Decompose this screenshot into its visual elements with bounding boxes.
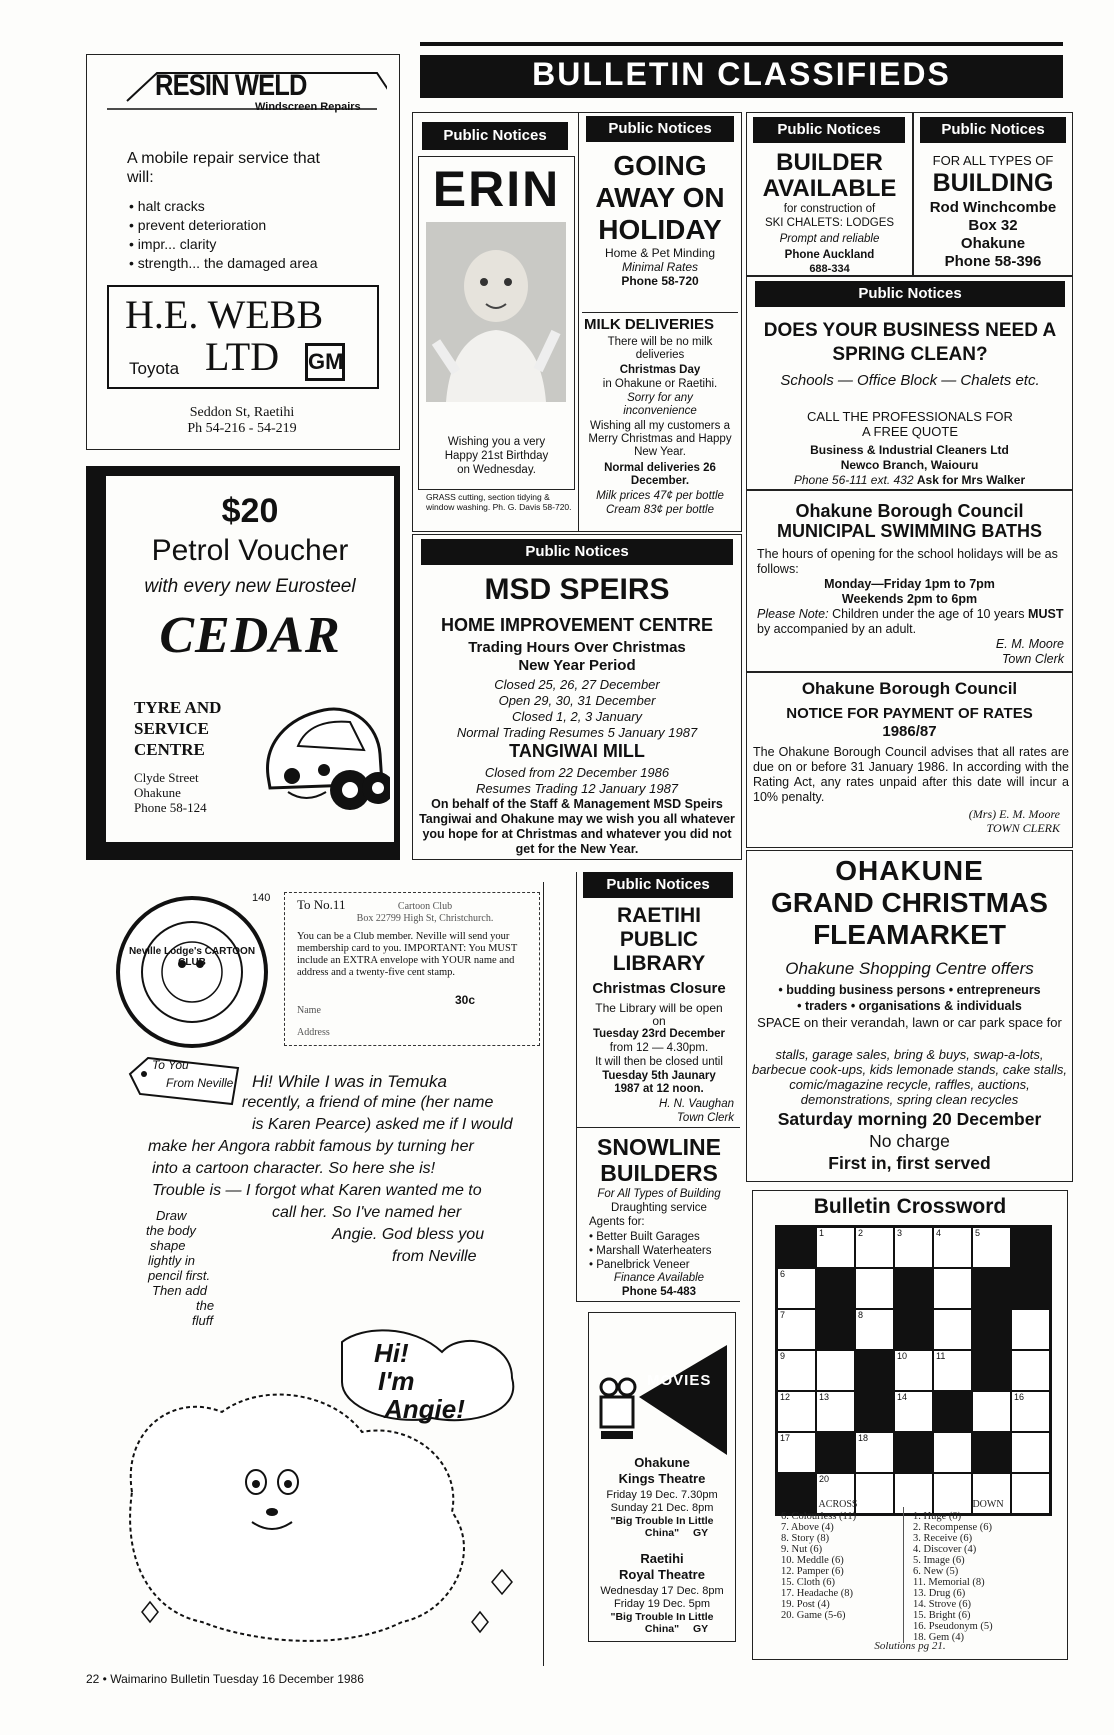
crossword-clue: 16. Pseudonym (5) (913, 1621, 993, 1632)
library-notice (576, 872, 740, 1128)
resin-intro: A mobile repair service that will: (127, 150, 320, 186)
flea-b2: • traders • organisations & individuals (797, 999, 1022, 1013)
fleamarket-notice (746, 850, 1073, 1182)
crossword-number: 14 (897, 1392, 908, 1402)
crossword-clue: 17. Headache (8) (781, 1588, 854, 1599)
crossword-cell (816, 1391, 855, 1432)
winch-l3: Box 32 (968, 217, 1018, 234)
cedar-price: $20 (221, 492, 279, 530)
tip-4: lightly in (148, 1253, 195, 1268)
erin-label: Public Notices (422, 122, 568, 150)
library-head-3: LIBRARY (612, 952, 706, 975)
baths-note-c: MUST (1028, 607, 1064, 621)
milk-l5: Wishing all my customers a Merry Christmas and Happy New Year. (588, 420, 732, 458)
crossword-cell (933, 1309, 972, 1350)
resin-list (129, 197, 318, 273)
flea-sub: Ohakune Shopping Centre offers (785, 959, 1034, 978)
crossword-number: 6 (780, 1269, 786, 1279)
gm-logo (305, 343, 345, 381)
milk-l1: There will be no milk deliveries (607, 336, 713, 361)
across-list (781, 1511, 911, 1621)
crossword-black-cell (855, 1350, 894, 1391)
movies-s1b: Sunday 21 Dec. 8pm (610, 1502, 714, 1514)
spring-l1: Schools — Office Block — Chalets etc. (780, 372, 1040, 389)
erin-msg-1: Wishing you a very (447, 436, 546, 448)
crossword-black-cell (894, 1268, 933, 1309)
snowline-l5: Phone 54-483 (621, 1286, 697, 1298)
baths-note-b: Children under the age of 10 years (832, 607, 1025, 621)
crossword-cell (1011, 1309, 1050, 1350)
crossword-cell (777, 1391, 816, 1432)
crossword-black-cell (855, 1391, 894, 1432)
movies-logo-text: MOVIES (647, 1372, 712, 1389)
milk-notice (582, 316, 738, 530)
crossword-clue: 18. Gem (4) (913, 1632, 965, 1643)
letter-line-3: is Karen Pearce) asked me if I would (252, 1116, 513, 1133)
list-item: • prevent deterioration (129, 216, 318, 235)
snowline-list (589, 1230, 712, 1272)
crossword-cell (855, 1268, 894, 1309)
library-l2: Tuesday 23rd December (592, 1028, 726, 1040)
library-l3: from 12 — 4.30pm. (609, 1042, 709, 1054)
down-label: DOWN (972, 1499, 1004, 1510)
crossword-black-cell (894, 1432, 933, 1473)
winch-head: BUILDING (932, 169, 1054, 197)
cartoon-club-logo (112, 892, 272, 1052)
crossword-clue: 2. Recompense (6) (913, 1522, 993, 1533)
crossword-title: Bulletin Crossword (813, 1195, 1007, 1218)
crossword-number: 4 (936, 1228, 942, 1238)
crossword-cell (972, 1227, 1011, 1268)
snowline-l2: Draughting service (611, 1202, 707, 1214)
crossword-clue: 15. Cloth (6) (781, 1577, 835, 1588)
speirs-t2: New Year Period (518, 657, 636, 674)
crossword-cell (894, 1227, 933, 1268)
library-label: Public Notices (583, 872, 733, 898)
list-item: • halt cracks (129, 197, 318, 216)
letter-line-6: Trouble is — I forgot what Karen wanted me to (152, 1182, 482, 1199)
baths-sig2: Town Clerk (1001, 652, 1064, 666)
speirs-t1: Trading Hours Over Christmas (468, 639, 686, 656)
crossword-black-cell (816, 1432, 855, 1473)
winchcombe-notice (913, 112, 1073, 276)
erin-msg-3: on Wednesday. (457, 464, 536, 476)
cartoon-car-image (254, 692, 390, 816)
rates-h1: Ohakune Borough Council (801, 679, 1018, 698)
list-item: • Better Built Garages (589, 1230, 712, 1244)
tag-to: To You (152, 1058, 189, 1072)
crossword-cell (894, 1391, 933, 1432)
movies-r2: GY (693, 1623, 709, 1635)
bubble-2: I'm (378, 1366, 415, 1396)
letter-line-5: into a cartoon character. So here she is! (152, 1160, 436, 1177)
webb-toyota: Toyota (129, 359, 180, 378)
list-item: • Marshall Waterheaters (589, 1244, 712, 1258)
crossword-number: 9 (780, 1351, 786, 1361)
cartoon-club-name: Neville Lodge's CARTOON CLUB (128, 946, 256, 968)
rabbit-cartoon-image (112, 1322, 542, 1662)
holiday-label: Public Notices (586, 116, 734, 142)
crossword-clue: 13. Drug (6) (913, 1588, 966, 1599)
crossword-clue: 12. Pamper (6) (781, 1566, 844, 1577)
letter-line-4: make her Angora rabbit famous by turning her (148, 1138, 474, 1155)
rates-p: The Ohakune Borough Council advises that all rates are due on or before 31 January 1986. In according with the Rating Act, any rates unpaid after this date will incur a 10% penalty. (753, 745, 1069, 804)
speirs-mill: TANGIWAI MILL (509, 741, 645, 761)
cedar-voucher: Petrol Voucher (151, 534, 349, 567)
baths-t1: Monday—Friday 1pm to 7pm (824, 577, 995, 591)
crossword-black-cell (933, 1391, 972, 1432)
crossword-number: 5 (975, 1228, 981, 1238)
crossword-cell (933, 1350, 972, 1391)
coupon-addr-2: Box 22799 High St, Christchurch. (356, 913, 494, 924)
crossword-cell (933, 1227, 972, 1268)
crossword-cell (933, 1268, 972, 1309)
webb-ltd: LTD (205, 334, 280, 379)
list-item: • strength... the damaged area (129, 254, 318, 273)
gm-logo-text: GM (308, 349, 344, 374)
builder-head-2: AVAILABLE (762, 175, 897, 202)
rates-h3: 1986/87 (882, 723, 937, 740)
spring-label: Public Notices (755, 281, 1065, 307)
crossword-number: 13 (819, 1392, 830, 1402)
coupon-to: To No.11 (297, 897, 346, 912)
cedar-brand: CEDAR (159, 607, 341, 664)
letter-line-7: call her. So I've named her (272, 1204, 462, 1221)
erin-name: ERIN (432, 161, 561, 217)
spring-l5 (747, 473, 1072, 487)
flea-b1: • budding business persons • entrepreneurs (778, 983, 1041, 997)
spring-head: DOES YOUR BUSINESS NEED A SPRING CLEAN? (763, 320, 1057, 365)
cedar-addr-1: Clyde Street (134, 770, 199, 785)
cedar-centre-2: SERVICE (134, 719, 209, 738)
tip-6: Then add (152, 1283, 207, 1298)
speirs-d2: Open 29, 30, 31 December (498, 693, 656, 708)
flea-head-2: GRAND CHRISTMAS (771, 887, 1048, 918)
crossword-black-cell (1011, 1268, 1050, 1309)
speirs-m1: Closed from 22 December 1986 (484, 765, 670, 780)
crossword-clue: 7. Above (4) (781, 1522, 834, 1533)
page-title: BULLETIN CLASSIFIEDS (532, 56, 951, 92)
resin-weld-brand: RESIN WELD (155, 69, 307, 102)
crossword-number: 16 (1014, 1392, 1025, 1402)
coupon-amount: 30c (455, 993, 476, 1007)
builder-l3: Prompt and reliable (779, 233, 880, 245)
speirs-m2: Resumes Trading 12 January 1987 (475, 781, 679, 796)
crossword (752, 1190, 1068, 1660)
tip-1: Draw (156, 1208, 187, 1223)
speirs-head: MSD SPEIRS (484, 573, 670, 606)
crossword-clue: 11. Memorial (8) (913, 1577, 985, 1588)
crossword-cell (777, 1309, 816, 1350)
cedar-with: with every new Eurosteel (144, 576, 356, 597)
crossword-cell (855, 1432, 894, 1473)
cedar-addr-3: Phone 58-124 (134, 800, 207, 815)
letter-line-9: from Neville (392, 1248, 477, 1265)
cedar-addr-2: Ohakune (134, 785, 181, 800)
builder-label: Public Notices (753, 117, 905, 143)
builder-l2: SKI CHALETS: LODGES (764, 217, 895, 229)
coupon-name: Name (297, 1005, 321, 1016)
flea-d2: No charge (869, 1131, 950, 1151)
header-rule (420, 42, 1063, 46)
crossword-cell (1011, 1432, 1050, 1473)
crossword-cell (777, 1268, 816, 1309)
milk-l3: in Ohakune or Raetihi. (602, 378, 718, 390)
letter-line-2: recently, a friend of mine (her name (242, 1094, 494, 1111)
milk-l2: Christmas Day (619, 364, 701, 376)
baths-sig1: E. M. Moore (995, 637, 1064, 651)
tip-2: the body (146, 1223, 196, 1238)
flea-l1: SPACE on their verandah, lawn or car park space for (757, 1015, 1062, 1030)
flea-head-3: FLEAMARKET (813, 919, 1006, 950)
builder-head-1: BUILDER (776, 149, 883, 176)
holiday-head-2: AWAY ON (595, 182, 725, 213)
crossword-number: 2 (858, 1228, 864, 1238)
crossword-clue: 6. Colourless (11) (781, 1511, 857, 1522)
crossword-solutions: Solutions pg 21. (874, 1640, 946, 1652)
spring-l2: CALL THE PROFESSIONALS FOR A FREE QUOTE (807, 409, 1013, 439)
holiday-phone: Phone 58-720 (621, 274, 699, 288)
tip-5: pencil first. (148, 1268, 211, 1283)
flea-d3: First in, first served (828, 1153, 991, 1173)
tip-3: shape (150, 1238, 186, 1253)
crossword-clue: 10. Meddle (6) (781, 1555, 844, 1566)
list-item: • impr... clarity (129, 235, 318, 254)
crossword-cell (1011, 1350, 1050, 1391)
speirs-sub: HOME IMPROVEMENT CENTRE (440, 615, 713, 635)
list-item: • Panelbrick Veneer (589, 1258, 712, 1272)
resin-weld-sub: Windscreen Repairs (255, 101, 361, 113)
erin-msg-2: Happy 21st Birthday (444, 450, 549, 462)
crossword-divider (903, 1507, 904, 1643)
crossword-grid (775, 1225, 1052, 1516)
builder-l1: for construction of (783, 203, 876, 215)
crossword-number: 3 (897, 1228, 903, 1238)
letter-line-1: Hi! While I was in Temuka (252, 1072, 447, 1091)
snowline-head-1: SNOWLINE (597, 1134, 721, 1160)
crossword-clue: 4. Discover (4) (913, 1544, 977, 1555)
baths-h2: MUNICIPAL SWIMMING BATHS (777, 521, 1042, 541)
crossword-black-cell (972, 1350, 1011, 1391)
bubble-3: Angie! (384, 1394, 465, 1424)
crossword-black-cell (972, 1432, 1011, 1473)
crossword-cell (777, 1432, 816, 1473)
coupon-box (284, 892, 540, 1046)
crossword-number: 1 (819, 1228, 825, 1238)
grass-notice: GRASS cutting, section tidying & window washing. Ph. G. Davis 58-720. (426, 492, 572, 512)
library-head-1: RAETIHI (617, 904, 701, 927)
milk-l7: Milk prices 47¢ per bottle (596, 490, 724, 502)
crossword-cell (816, 1227, 855, 1268)
movies-f1: "Big Trouble In Little China" (610, 1515, 714, 1539)
baths-note (757, 607, 1069, 637)
movies-t2: Raetihi (640, 1551, 684, 1566)
movies-r1: GY (693, 1527, 709, 1539)
speirs-notice (412, 534, 742, 860)
crossword-clue: 1. Huge (8) (913, 1511, 962, 1522)
page-footer: 22 • Waimarino Bulletin Tuesday 16 December 1986 (86, 1672, 364, 1686)
movies-s2b: Friday 19 Dec. 5pm (614, 1598, 710, 1610)
crossword-cell (855, 1309, 894, 1350)
spring-clean-notice (746, 276, 1073, 490)
baths-note-d: by accompanied by an adult. (757, 622, 917, 636)
down-list (913, 1511, 1063, 1643)
cedar-ad (86, 466, 400, 860)
tag-from: From Neville (166, 1076, 234, 1090)
crossword-cell (933, 1432, 972, 1473)
crossword-clue: 19. Post (4) (781, 1599, 830, 1610)
movies-f2: "Big Trouble In Little China" (610, 1611, 714, 1635)
baths-h1: Ohakune Borough Council (795, 501, 1024, 521)
cedar-centre-3: CENTRE (134, 740, 205, 759)
crossword-cell (855, 1227, 894, 1268)
speirs-d3: Closed 1, 2, 3 January (511, 709, 643, 724)
snowline-l4: Finance Available (613, 1272, 705, 1284)
crossword-clue: 6. New (5) (913, 1566, 959, 1577)
movies-s1a: Friday 19 Dec. 7.30pm (606, 1489, 718, 1501)
builder-l4: Phone Auckland (784, 249, 875, 261)
webb-address: Seddon St, Raetihi (189, 405, 295, 420)
library-sub: Christmas Closure (592, 980, 726, 997)
library-l5: Tuesday 5th Jaunary 1987 at 12 noon. (602, 1070, 716, 1095)
crossword-number: 8 (858, 1310, 864, 1320)
movies-t1: Ohakune (634, 1455, 690, 1470)
spring-l3: Business & Industrial Cleaners Ltd (810, 443, 1009, 457)
baths-note-a: Please Note: (757, 607, 829, 621)
library-l4: It will then be closed until (595, 1056, 723, 1068)
crossword-clue: 20. Game (5-6) (781, 1610, 846, 1621)
winch-l5: Phone 58-396 (944, 253, 1042, 270)
resin-weld-ad (86, 54, 400, 450)
coupon-address: Address (297, 1027, 330, 1038)
col2-divider (578, 112, 579, 532)
crossword-black-cell (972, 1309, 1011, 1350)
milk-l4: Sorry for any inconvenience (623, 392, 697, 417)
crossword-clue: 9. Nut (6) (781, 1544, 823, 1555)
coupon-number: 140 (252, 892, 271, 904)
tip-8: fluff (192, 1313, 213, 1328)
crossword-cell (1011, 1391, 1050, 1432)
holiday-head-1: GOING (613, 150, 707, 181)
holiday-notice (582, 116, 738, 312)
webb-phone: Ph 54-216 - 54-219 (187, 421, 297, 436)
crossword-clue: 5. Image (6) (913, 1555, 965, 1566)
rates-notice (746, 672, 1073, 848)
crossword-black-cell (816, 1309, 855, 1350)
swimming-baths-notice (746, 490, 1073, 672)
crossword-number: 17 (780, 1433, 791, 1443)
spring-ask: Ask for Mrs Walker (916, 473, 1026, 487)
flea-l2: stalls, garage sales, bring & buys, swap-a-lots, barbecue cook-ups, kids lemonade stands, cake stalls, comic/magazine recycle, raffles, auctions, demonstrations, spring clean recycles (751, 1047, 1068, 1107)
crossword-cell (894, 1350, 933, 1391)
milk-l8: Cream 83¢ per bottle (605, 504, 715, 516)
cartoon-club-ad (112, 882, 544, 1666)
coupon-addr-1: Cartoon Club (397, 901, 453, 912)
spring-l4: Newco Branch, Waiouru (840, 458, 979, 472)
library-head-2: PUBLIC (619, 928, 699, 951)
movies-notice (588, 1312, 736, 1642)
crossword-black-cell (816, 1268, 855, 1309)
movies-t2b: Royal Theatre (619, 1567, 705, 1582)
milk-rule (582, 312, 738, 313)
across-label: ACROSS (818, 1499, 858, 1510)
builder-l5: 688-334 (809, 263, 850, 275)
speirs-label: Public Notices (421, 539, 733, 565)
crossword-black-cell (1011, 1227, 1050, 1268)
rates-sig2: TOWN CLERK (986, 821, 1060, 835)
crossword-cell (777, 1350, 816, 1391)
speirs-m3: On behalf of the Staff & Management MSD Speirs Tangiwai and Ohakune may we wish you all whatever you hope for at Christmas and whatever you did not get for the New Year. (419, 797, 735, 856)
letter-line-8: Angie. God bless you (332, 1226, 485, 1243)
webb-name: H.E. WEBB (125, 292, 324, 337)
cedar-centre-1: TYRE AND (134, 698, 222, 717)
holiday-head-3: HOLIDAY (598, 214, 722, 245)
snowline-l1: For All Types of Building (597, 1188, 721, 1200)
snowline-l3: Agents for: (589, 1216, 645, 1228)
webb-box (107, 285, 379, 389)
rates-sig1: (Mrs) E. M. Moore (968, 807, 1060, 821)
library-sig1: H. N. Vaughan (658, 1098, 734, 1110)
crossword-clue: 14. Strove (6) (913, 1599, 972, 1610)
library-l1: The Library will be open on (595, 1001, 723, 1028)
builder-notice (746, 112, 913, 276)
crossword-black-cell (894, 1309, 933, 1350)
winch-label: Public Notices (920, 117, 1066, 143)
crossword-cell (972, 1391, 1011, 1432)
crossword-number: 20 (819, 1474, 830, 1484)
crossword-number: 10 (897, 1351, 908, 1361)
rates-h2: NOTICE FOR PAYMENT OF RATES (786, 705, 1033, 722)
crossword-clue: 8. Story (8) (781, 1533, 830, 1544)
crossword-number: 11 (936, 1351, 946, 1361)
milk-head: MILK DELIVERIES (584, 316, 715, 333)
erin-notice (418, 118, 575, 526)
speirs-d1: Closed 25, 26, 27 December (494, 677, 660, 692)
baths-t2: Weekends 2pm to 6pm (841, 592, 978, 606)
winch-l2: Rod Winchcombe (929, 199, 1057, 216)
spring-phone: Phone 56-111 ext. 432 (793, 473, 914, 487)
tip-7: the (196, 1298, 215, 1313)
coupon-body: You can be a Club member. Neville will send your membership card to you. IMPORTANT: You MUST include an EXTRA envelope with YOUR name and address and a twenty-five cent stamp. (297, 931, 518, 978)
bubble-1: Hi! (374, 1338, 409, 1368)
crossword-clue: 15. Bright (6) (913, 1610, 971, 1621)
crossword-number: 12 (780, 1392, 791, 1402)
crossword-black-cell (777, 1227, 816, 1268)
flea-d1: Saturday morning 20 December (777, 1109, 1042, 1129)
crossword-number: 18 (858, 1433, 869, 1443)
baths-p: The hours of opening for the school holidays will be as follows: (757, 547, 1058, 576)
holiday-line-2: Minimal Rates (621, 260, 699, 274)
crossword-clue: 3. Receive (6) (913, 1533, 973, 1544)
snowline-head-2: BUILDERS (600, 1160, 718, 1186)
crossword-black-cell (972, 1268, 1011, 1309)
milk-l6: Normal deliveries 26 December. (604, 462, 716, 487)
winch-l1: FOR ALL TYPES OF (932, 153, 1054, 168)
winch-l4: Ohakune (960, 235, 1026, 252)
movies-t1b: Kings Theatre (618, 1471, 706, 1486)
flea-head-1: OHAKUNE (835, 855, 984, 886)
baby-photo (426, 222, 566, 402)
holiday-line-1: Home & Pet Minding (604, 246, 716, 260)
snowline-notice (576, 1128, 740, 1302)
crossword-cell (816, 1350, 855, 1391)
crossword-number: 7 (780, 1310, 786, 1320)
movie-projector-icon (595, 1343, 735, 1467)
movies-s2a: Wednesday 17 Dec. 8pm (600, 1585, 724, 1597)
speirs-d4: Normal Trading Resumes 5 January 1987 (456, 725, 698, 740)
library-sig2: Town Clerk (676, 1112, 734, 1124)
